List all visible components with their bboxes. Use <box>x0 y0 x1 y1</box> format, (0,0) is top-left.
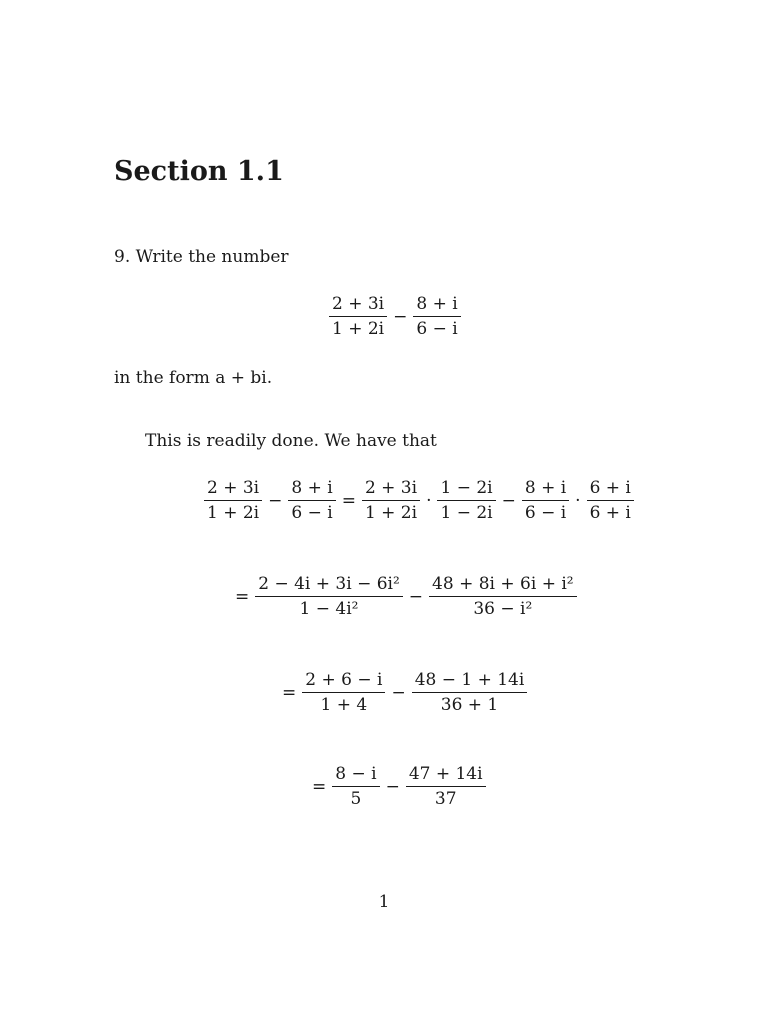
numerator: 8 + i <box>524 478 567 498</box>
fraction <box>204 478 262 523</box>
numerator: 2 + 6 − i <box>305 670 383 690</box>
operator: − <box>393 306 408 327</box>
fraction <box>362 478 420 523</box>
equals-sign: = <box>235 586 250 607</box>
numerator: 2 + 3i <box>364 478 418 498</box>
equals-sign: = <box>312 776 327 797</box>
numerator: 48 + 8i + 6i + i² <box>432 574 574 594</box>
fraction <box>332 764 379 809</box>
dot-operator: · <box>426 490 432 511</box>
denominator: 1 − 4i² <box>255 596 403 619</box>
operator: − <box>391 682 406 703</box>
fraction <box>406 764 486 809</box>
numerator: 2 − 4i + 3i − 6i² <box>258 574 400 594</box>
problem-expression <box>326 294 464 339</box>
numerator: 8 − i <box>335 764 377 784</box>
equation-line-4 <box>309 764 489 809</box>
fraction <box>302 670 385 715</box>
fraction <box>587 478 634 523</box>
operator: − <box>501 490 516 511</box>
solution-intro: This is readily done. We have that <box>145 431 437 451</box>
page-number: 1 <box>378 892 390 912</box>
denominator: 1 + 4 <box>302 692 385 715</box>
numerator: 48 − 1 + 14i <box>414 670 525 690</box>
numerator: 47 + 14i <box>408 764 483 784</box>
fraction <box>412 670 528 715</box>
equals-sign: = <box>341 490 356 511</box>
operator: − <box>268 490 283 511</box>
dot-operator: · <box>575 490 581 511</box>
denominator: 1 + 2i <box>362 500 420 523</box>
equation-line-1 <box>201 478 637 523</box>
fraction <box>437 478 495 523</box>
fraction <box>329 294 387 339</box>
denominator: 6 − i <box>413 316 460 339</box>
denominator: 6 − i <box>288 500 335 523</box>
denominator: 36 − i² <box>429 596 577 619</box>
denominator: 1 − 2i <box>437 500 495 523</box>
operator: − <box>408 586 424 607</box>
fraction <box>255 574 403 619</box>
numerator: 2 + 3i <box>332 294 385 314</box>
numerator: 8 + i <box>291 478 333 498</box>
problem-prompt: 9. Write the number <box>114 247 289 267</box>
form-text: in the form a + bi. <box>114 368 273 388</box>
denominator: 36 + 1 <box>412 692 528 715</box>
numerator: 8 + i <box>416 294 458 314</box>
numerator: 6 + i <box>589 478 631 498</box>
denominator: 5 <box>332 786 379 809</box>
equals-sign: = <box>282 682 297 703</box>
numerator: 1 − 2i <box>440 478 493 498</box>
denominator: 6 − i <box>522 500 569 523</box>
equation-line-2 <box>232 574 580 619</box>
fraction <box>522 478 569 523</box>
fraction <box>413 294 460 339</box>
denominator: 37 <box>406 786 486 809</box>
numerator: 2 + 3i <box>207 478 260 498</box>
fraction <box>429 574 577 619</box>
denominator: 1 + 2i <box>204 500 262 523</box>
section-title: Section 1.1 <box>114 156 284 187</box>
equation-line-3 <box>279 670 530 715</box>
denominator: 6 + i <box>587 500 634 523</box>
operator: − <box>385 776 400 797</box>
denominator: 1 + 2i <box>329 316 387 339</box>
fraction <box>288 478 335 523</box>
